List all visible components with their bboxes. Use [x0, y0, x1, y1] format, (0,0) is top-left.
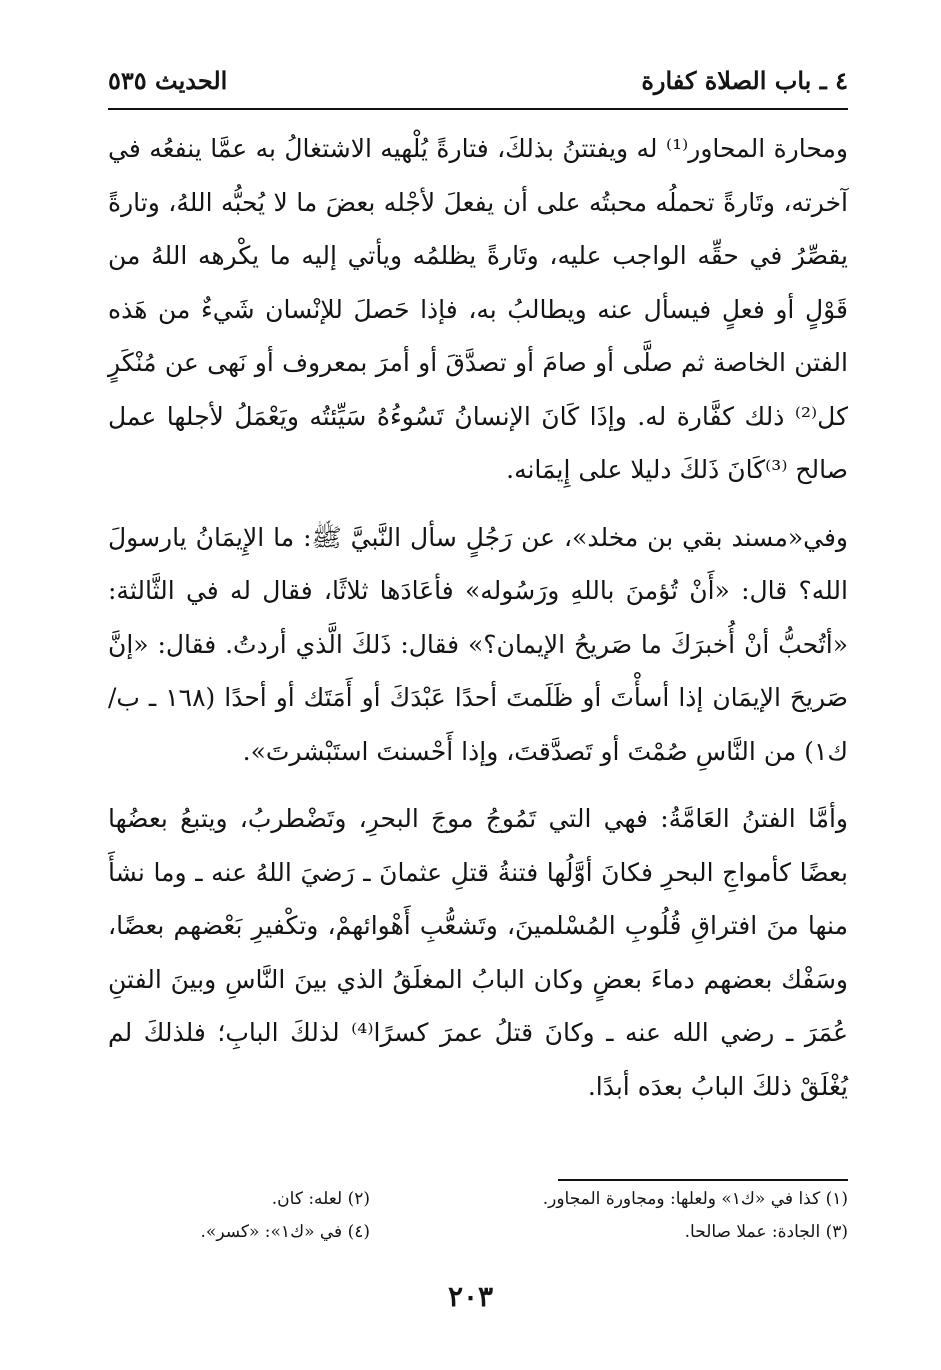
page-header — [108, 66, 848, 106]
header-divider — [108, 108, 848, 110]
footnote-divider — [558, 1179, 848, 1181]
page-number: ٢٠٣ — [447, 1280, 494, 1313]
hadith-number: الحديث ٥٣٥ — [108, 66, 228, 95]
paragraph-2: وفي«مسند بقي بن مخلد»، عن رَجُلٍ سأل النَّبيَّ ﷺ: ما الإِيمَانُ يارسولَ الله؟ قال: «أَنْ تُؤمنَ باللهِ ورَسُوله» فأعَادَها ثلاثًا، فقال له في الثَّالثة: «أتُحبُّ أنْ أُخبرَكَ ما صَريحُ الإيمان؟» فقال: ذَلكَ الَّذي أردتُ. فقال: «إنَّ صَريحَ الإيمَان إذا أسأْتَ أو ظَلَمتَ أحدًا عَبْدَكَ أو أَمَتَك أو أحدًا (١٦٨ ـ ب/ك١) من النَّاسِ صُمْتَ أو تَصدَّقتَ، وإذا أَحْسنتَ استَبْشرتَ». — [108, 522, 848, 766]
footnotes — [108, 1185, 848, 1251]
body-text — [108, 122, 848, 1117]
footnote-row-1 — [108, 1185, 848, 1218]
chapter-title: ٤ ـ باب الصلاة كفارة — [641, 66, 848, 95]
footnote-3: (٣) الجادة: عملا صالحا. — [684, 1222, 848, 1242]
paragraph-1: ومحارة المحاور⁽¹⁾ له ويفتتنُ بذلكَ، فتارةً يُلْهيه الاشتغالُ به عمَّا ينفعُه في آخرته، وتَارةً تحملُه محبتُه على أن يفعلَ لأجْله بعضَ ما لا يُحبُّه اللهُ، وتارةً يقصِّرُ في حقِّه الواجب عليه، وتَارةً يظلمُه ويأتي إليه ما يكْرهه اللهُ من قَوْلٍ أو فعلٍ فيسأل عنه ويطالبُ به، فإذا حَصلَ للإنْسان شَيءٌ من هَذه الفتن الخاصة ثم صلَّى أو صامَ أو تصدَّقَ أو أمرَ بمعروف أو نَهى عن مُنْكَرٍ كل⁽²⁾ ذلك كفَّارة له. وإذَا كَانَ الإنسانُ تَسُوءُهُ سَيِّئتُه ويَعْمَلُ لأجلها عمل صالح ⁽³⁾كَانَ ذَلكَ دليلا على إِيمَانه. — [108, 134, 848, 484]
footnote-2: (٢) لعله: كان. — [271, 1189, 370, 1209]
footnote-4: (٤) في «ك١»: «كسر». — [200, 1222, 370, 1242]
footnote-1: (١) كذا في «ك١» ولعلها: ومجاورة المجاور. — [542, 1189, 848, 1209]
paragraph-3: وأمَّا الفتنُ العَامَّةُ: فهي التي تَمُوجُ موجَ البحرِ، وتَضْطربُ، ويتبعُ بعضُها بعضًا كأمواجِ البحرِ فكانَ أوَّلُها فتنةُ قتلِ عثمانَ ـ رَضيَ اللهُ عنه ـ وما نشأَ منها منَ افتراقِ قُلُوبِ المُسْلمينَ، وتَشعُّبِ أَهْوائهمْ، وتكْفيرِ بَعْضهم بعضًا، وسَفْك بعضهم دماءَ بعضٍ وكان البابُ المغلَقُ الذي بينَ النَّاسِ وبينَ الفتنِ عُمَرَ ـ رضي الله عنه ـ وكانَ قتلُ عمرَ كسرًا⁽⁴⁾ لذلكَ البابِ؛ فلذلكَ لم يُغْلَقْ ذلكَ البابُ بعدَه أبدًا. — [108, 804, 848, 1101]
footnote-row-2 — [108, 1218, 848, 1251]
